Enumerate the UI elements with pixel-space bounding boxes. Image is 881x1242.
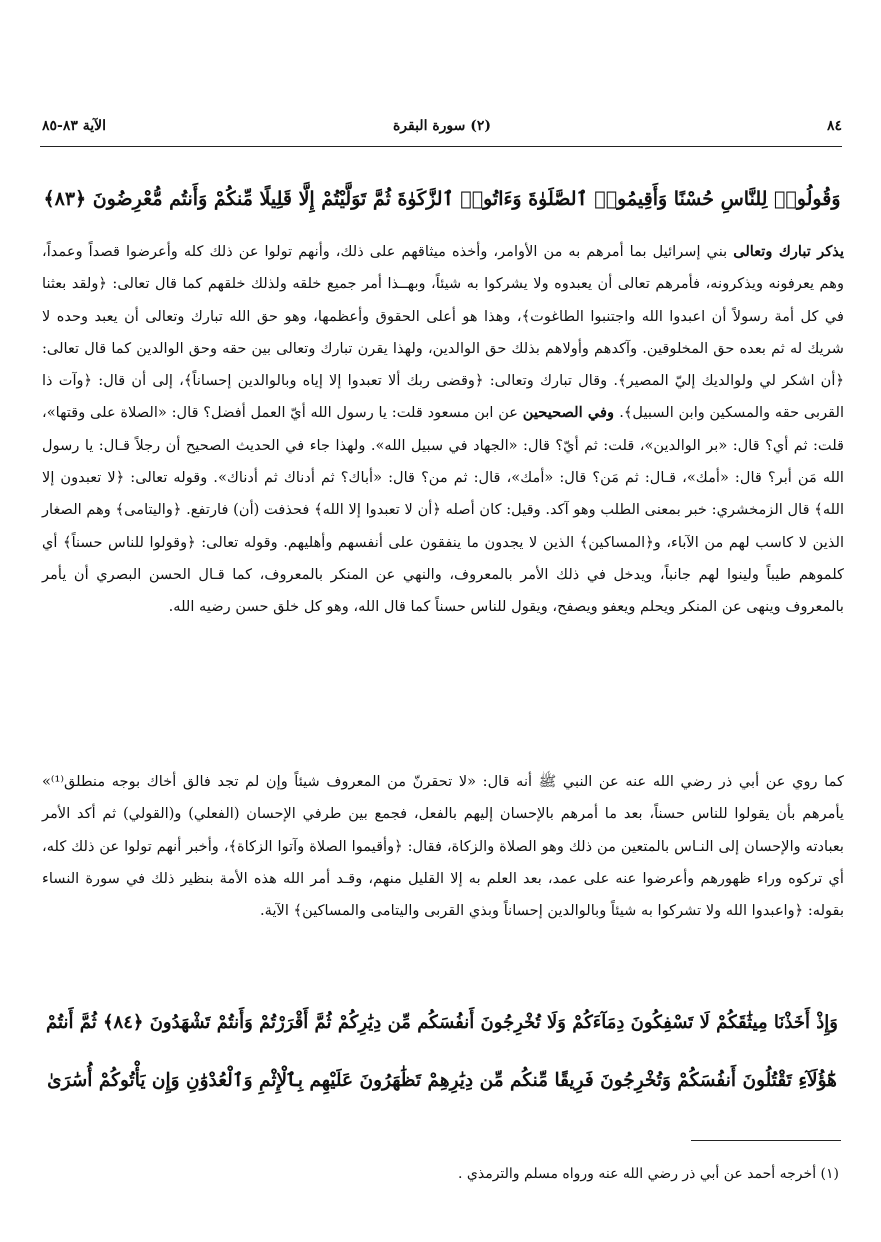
paragraph-text: كما روي عن أبي ذر رضي الله عنه عن النبي ﷺ أنه قال: «لا تحقرنّ من المعروف شيئاً وإن لم تجد فالق أخاك بوجه منطلق⁽¹⁾» يأمرهم بأن يقولوا للناس حسناً، بعد ما أمرهم بالإحسان إليهم بالفعل، فجمع بين طرفي الإحسان (الفعلي) و(القولي) ثم أكد الأمر بعبادته والإحسان إلى النـاس بالمتعين من ذلك وهو الصلاة والزكاة، فقال: ﴿وأقيموا الصلاة وآتوا الزكاة﴾، وأخبر أنهم تولوا عن ذلك كله، أي تركوه وراء ظهورهم وأعرضوا عنه على عمد، بعد العلم به إلا القليل منهم، وقـد أمر الله هذه الأمة بنظير ذلك في سورة النساء بقوله: ﴿واعبدوا الله ولا تشركوا به شيئاً وبالوالدين إحساناً وبذي القربى واليتامى والمساكين﴾ الآية. <box>42 773 844 920</box>
footnote: (١) أخرجه أحمد عن أبي ذر رضي الله عنه ورواه مسلم والترمذي . <box>457 1166 839 1182</box>
quran-verse-84-line-1: وَإِذْ أَخَذْنَا مِيثَٰقَكُمْ لَا تَسْفِكُونَ دِمَآءَكُمْ وَلَا تُخْرِجُونَ أَنفُسَكُم مِّن دِيَٰرِكُمْ ثُمَّ أَقْرَرْتُمْ وَأَنتُمْ تَشْهَدُونَ ﴿٨٤﴾ ثُمَّ أَنتُمْ <box>46 1012 838 1033</box>
quran-verse-85-line-2: هَٰٓؤُلَآءِ تَقْتُلُونَ أَنفُسَكُمْ وَتُخْرِجُونَ فَرِيقًا مِّنكُم مِّن دِيَٰرِهِمْ تَظَٰهَرُونَ عَلَيْهِم بِٱلْإِثْمِ وَٱلْعُدْوَٰنِ وَإِن يَأْتُوكُمْ أُسَٰرَىٰ <box>47 1070 837 1091</box>
header-rule <box>40 146 842 147</box>
commentary-paragraph-1 <box>42 236 844 624</box>
lead-phrase: يذكر تبارك وتعالى <box>733 243 845 260</box>
commentary-paragraph-2 <box>42 766 844 927</box>
quran-verse-83: وَقُولُوا۟ لِلنَّاسِ حُسْنًا وَأَقِيمُوا۟ ٱلصَّلَوٰةَ وَءَاتُوا۟ ٱلزَّكَوٰةَ ثُمَّ تَوَلَّيْتُمْ إِلَّا قَلِيلًا مِّنكُمْ وَأَنتُم مُّعْرِضُونَ ﴿٨٣﴾ <box>43 188 841 210</box>
running-header <box>42 118 842 142</box>
surah-title: (٢) سورة البقرة <box>392 118 492 134</box>
page-number: ٨٤ <box>826 118 842 134</box>
paragraph-text <box>42 236 844 624</box>
ayah-range: الآية ٨٣-٨٥ <box>42 118 107 134</box>
paragraph-text-part1: بني إسرائيل بما أمرهم به من الأوامر، وأخذه ميثاقهم على ذلك، وأنهم تولوا عن ذلك كله وأعرضوا قصداً وعمداً، وهم يعرفونه ويذكرونه، فأمرهم تعالى أن يعبدوه ولا يشركوا به شيئاً، وبهــذا أمر جميع خلقه ولذلك خلقهم كما قال تعالى: ﴿ولقد بعثنا في كل أمة رسولاً أن اعبدوا الله واجتنبوا الطاغوت﴾، وهذا هو أعلى الحقوق وأعظمها، وهو حق الله تبارك وتعالى أن يعبد وحده لا شريك له ثم بعده حق المخلوقين. وآكدهم وأولاهم بذلك حق الوالدين، ولهذا يقرن تبارك وتعالى بين حقه وحق الوالدين كما قال تعالى: ﴿أن اشكر لي ولوالديك إليّ المصير﴾. وقال تبارك وتعالى: ﴿وقضى ربك ألا تعبدوا إلا إياه وبالوالدين إحساناً﴾، إلى أن قال: ﴿وآت ذا القربى حقه والمسكين وابن السبيل﴾. <box>42 243 844 422</box>
sahihain-phrase: وفي الصحيحين <box>522 404 620 422</box>
paragraph-text-part2: عن ابن مسعود قلت: يا رسول الله أيّ العمل أفضل؟ قال: «الصلاة على وقتها»، قلت: ثم أي؟ قال: «بر الوالدين»، قلت: ثم أيّ؟ قال: «الجهاد في سبيل الله». ولهذا جاء في الحديث الصحيح أن رجلاً قـال: يا رسول الله مَن أبر؟ قال: «أمك»، قـال: ثم مَن؟ قال: «أمك»، قال: ثم من؟ قال: «أباك؟ ثم أدناك ثم أدناك». وقوله تعالى: ﴿لا تعبدون إلا الله﴾ قال الزمخشري: خبر بمعنى الطلب وهو آكد. وقيل: كان أصله ﴿أن لا تعبدوا إلا الله﴾ فحذفت (أن) فارتفع. ﴿واليتامى﴾ وهم الصغار الذين لا كاسب لهم من الآباء، و﴿المساكين﴾ الذين لا يجدون ما ينفقون على أنفسهم وأهليهم. وقوله تعالى: ﴿وقولوا للناس حسناً﴾ أي كلموهم طيباً ولينوا لهم جانباً، ويدخل في ذلك الأمر بالمعروف، والنهي عن المنكر بالمعروف، كما قـال الحسن البصري أن يأمر بالمعروف وينهى عن المنكر ويحلم ويعفو ويصفح، ويقول للناس حسناً كما قال الله، وهو كل خلق حسن رضيه الله. <box>42 404 844 616</box>
footnote-rule <box>691 1140 841 1141</box>
